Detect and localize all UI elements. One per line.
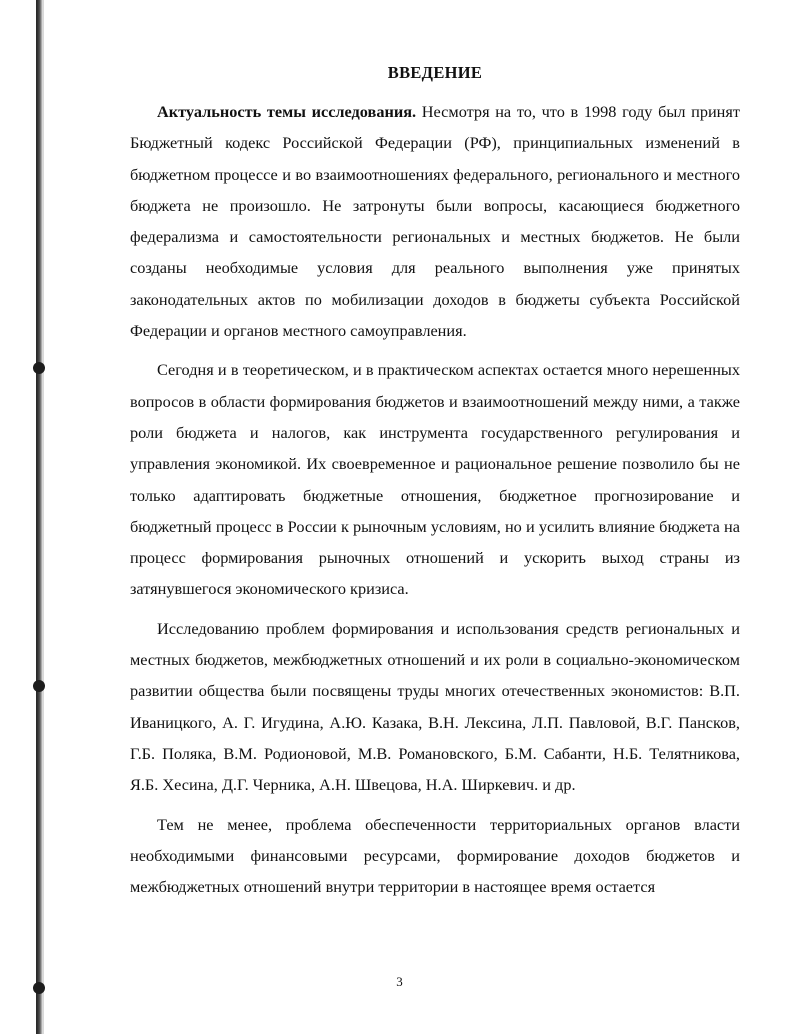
- document-page: [130, 58, 740, 910]
- scan-binding-edge: [36, 0, 42, 1034]
- paragraph-open-questions: Сегодня и в теоретическом, и в практическом аспектах остается много нерешенных вопросов в области формирования бюджетов и взаимоотношений между ними, а также роли бюджета и налогов, как инструмента государственного регулирования и управления экономикой. Их своевременное и рациональное решение позволило бы не только адаптировать бюджетные отношения, бюджетное прогнозирование и бюджетный процесс в России к рыночным условиям, но и усилить влияние бюджета на процесс формирования рыночных отношений и ускорить выход страны из затянувшегося экономического кризиса.: [130, 360, 740, 599]
- scan-binding-mark: [33, 680, 45, 692]
- paragraph-relevance: [130, 96, 740, 346]
- paragraph-problem-statement: Тем не менее, проблема обеспеченности территориальных органов власти необходимыми финансовыми ресурсами, формирование доходов бюджетов и межбюджетных отношений внутри территории в настоящее время остается: [130, 814, 740, 897]
- page-number: 3: [396, 974, 403, 989]
- paragraph-relevance-text: Несмотря на то, что в 1998 году был принят Бюджетный кодекс Российской Федерации (РФ), принципиальных изменений в бюджетном процессе и во взаимоотношениях федерального, регионального и местного бюджета не произошло. Не затронуты были вопросы, касающиеся бюджетного федерализма и самостоятельности региональных и местных бюджетов. Не были созданы необходимые условия для реального выполнения уже принятых законодательных актов по мобилизации доходов в бюджеты субъекта Российской Федерации и органов местного самоуправления.: [130, 102, 740, 341]
- section-title: ВВЕДЕНИЕ: [387, 63, 483, 82]
- paragraph-lead-heading: Актуальность темы исследования.: [157, 102, 417, 121]
- scan-binding-mark: [33, 362, 45, 374]
- paragraph-literature-review: Исследованию проблем формирования и использования средств региональных и местных бюджетов, межбюджетных отношений и их роли в социально-экономическом развитии общества были посвящены труды многих отечественных экономистов: В.П. Иваницкого, А. Г. Игудина, А.Ю. Казака, В.Н. Лексина, Л.П. Павловой, В.Г. Пансков, Г.Б. Поляка, В.М. Родионовой, М.В. Романовского, Б.М. Сабанти, Н.Б. Телятникова, Я.Б. Хесина, Д.Г. Черника, А.Н. Швецова, Н.А. Ширкевич. и др.: [130, 618, 740, 795]
